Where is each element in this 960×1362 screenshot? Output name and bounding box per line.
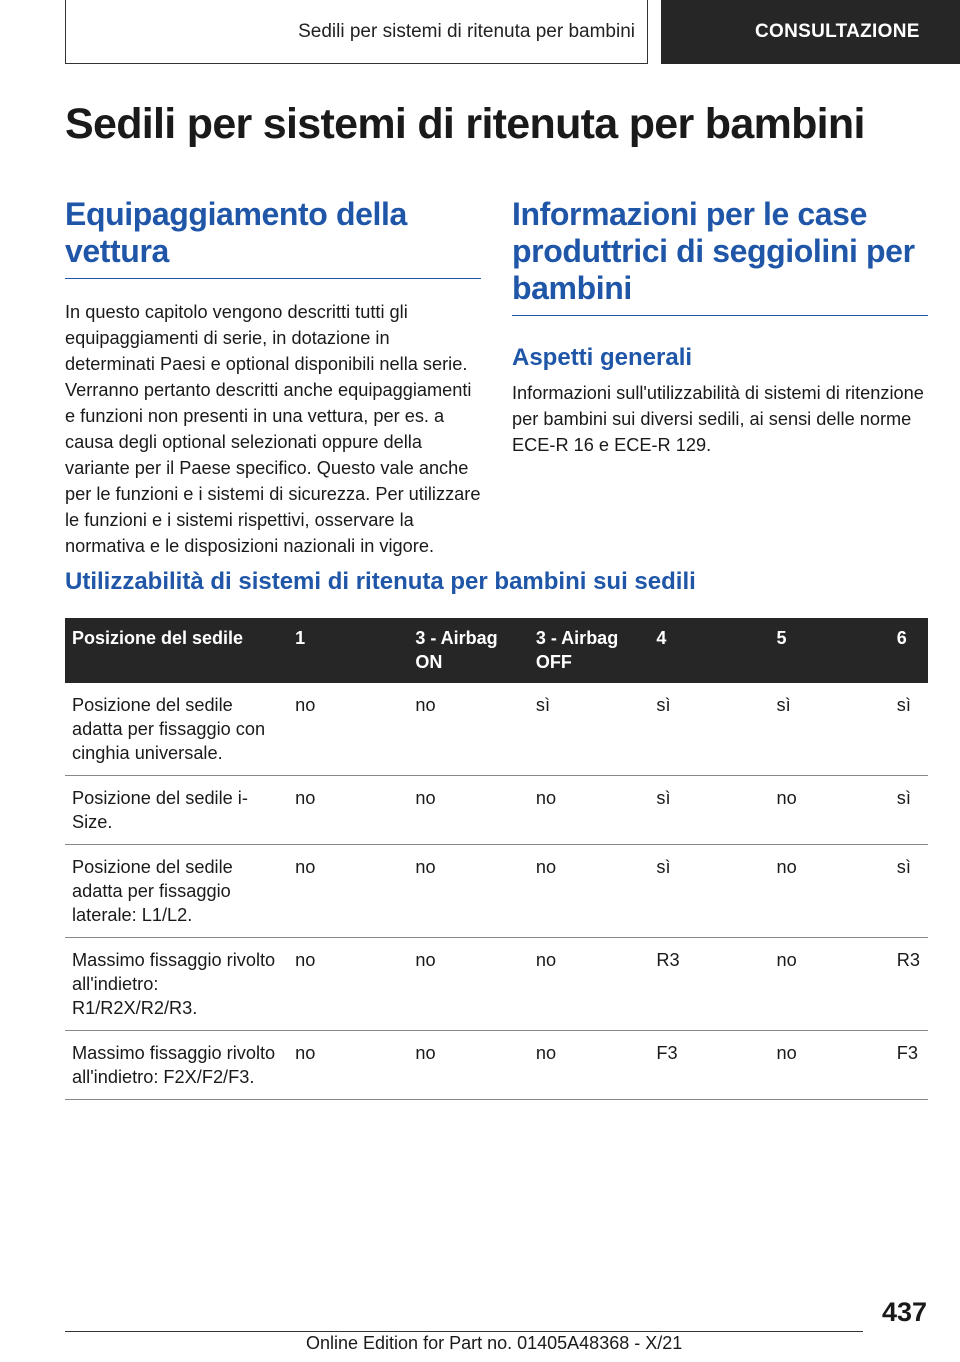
table-cell: Posizione del sedile adatta per fissaggio laterale: L1/L2. [65,845,288,938]
table-cell: no [770,845,890,938]
table-cell: sì [890,683,928,776]
left-column [65,196,481,559]
table-cell: no [408,683,529,776]
table-cell: sì [649,683,769,776]
table-cell: no [288,683,408,776]
page-number: 437 [881,1297,927,1327]
table-cell: Posizione del sedile adatta per fissaggio con cinghia universale. [65,683,288,776]
table-cell: no [288,776,408,845]
footer-divider [65,1331,863,1332]
table-cell: no [408,845,529,938]
table-cell: sì [649,845,769,938]
paragraph-aspetti-generali: Informazioni sull'utilizzabilità di sistemi di ritenzione per bambini sui diversi sedili, ai sensi delle norme ECE-R 16 e ECE-R 129. [512,383,924,455]
table-cell: no [770,1031,890,1100]
table-header-row [65,618,928,683]
table-row [65,683,928,776]
table-cell: no [770,938,890,1031]
table-cell: sì [890,845,928,938]
header-cell: Posizione del sedile [65,618,288,683]
table-cell: R3 [649,938,769,1031]
heading-equipaggiamento: Equipaggiamento della vettura [65,196,481,279]
table-cell: sì [890,776,928,845]
header-cell: 6 [890,618,928,683]
table-cell: sì [529,683,650,776]
table-cell: no [408,776,529,845]
table-row [65,845,928,938]
table-row [65,938,928,1031]
table-cell: no [408,938,529,1031]
table-cell: no [288,845,408,938]
table-cell: no [288,1031,408,1100]
table-cell: no [529,1031,650,1100]
table-cell: no [288,938,408,1031]
table-cell: no [408,1031,529,1100]
table-cell: F3 [649,1031,769,1100]
header-cell: 3 - Airbag OFF [529,618,650,683]
table-cell: Posizione del sedile i-Size. [65,776,288,845]
running-header-title [65,0,648,64]
table-cell: sì [649,776,769,845]
table-cell: sì [770,683,890,776]
table-cell: Massimo fissaggio rivolto all'indietro: R1/R2X/R2/R3. [65,938,288,1031]
header-cell: 4 [649,618,769,683]
header-cell: 3 - Airbag ON [408,618,529,683]
edition-footer: Online Edition for Part no. 01405A48368 - X/21 [306,1333,683,1353]
page-title: Sedili per sistemi di ritenuta per bambini [65,100,865,148]
subheading-aspetti-generali: Aspetti generali [512,344,693,371]
table-row [65,776,928,845]
table-row [65,1031,928,1100]
section-tab-label: CONSULTAZIONE [755,21,920,42]
paragraph-equipaggiamento: In questo capitolo vengono descritti tutti gli equipaggiamenti di serie, in dotazione in determinati Paesi e optional disponibili nella serie. Verranno pertanto descritti anche equipaggiamenti e funzioni non presenti in una vettura, per es. a causa degli optional selezionati oppure della variante per il Paese specifico. Questo vale anche per le funzioni e i sistemi di sicurezza. Per utilizzare le funzioni e i sistemi rispettivi, osservare la normativa e le disposizioni nazionali in vigore. [65,302,481,556]
seat-usability-table [65,618,928,1100]
table-section-title: Utilizzabilità di sistemi di ritenuta per bambini sui sedili [65,568,696,595]
table-cell: no [770,776,890,845]
right-column [512,196,928,458]
table-cell: Massimo fissaggio rivolto all'indietro: F2X/F2/F3. [65,1031,288,1100]
table-cell: no [529,938,650,1031]
header-cell: 5 [770,618,890,683]
header-cell: 1 [288,618,408,683]
table-cell: no [529,845,650,938]
running-header-text: Sedili per sistemi di ritenuta per bambini [298,20,635,42]
section-tab [661,0,960,64]
table-cell: R3 [890,938,928,1031]
table-cell: F3 [890,1031,928,1100]
heading-informazioni: Informazioni per le case produttrici di seggiolini per bambini [512,196,928,316]
table-cell: no [529,776,650,845]
